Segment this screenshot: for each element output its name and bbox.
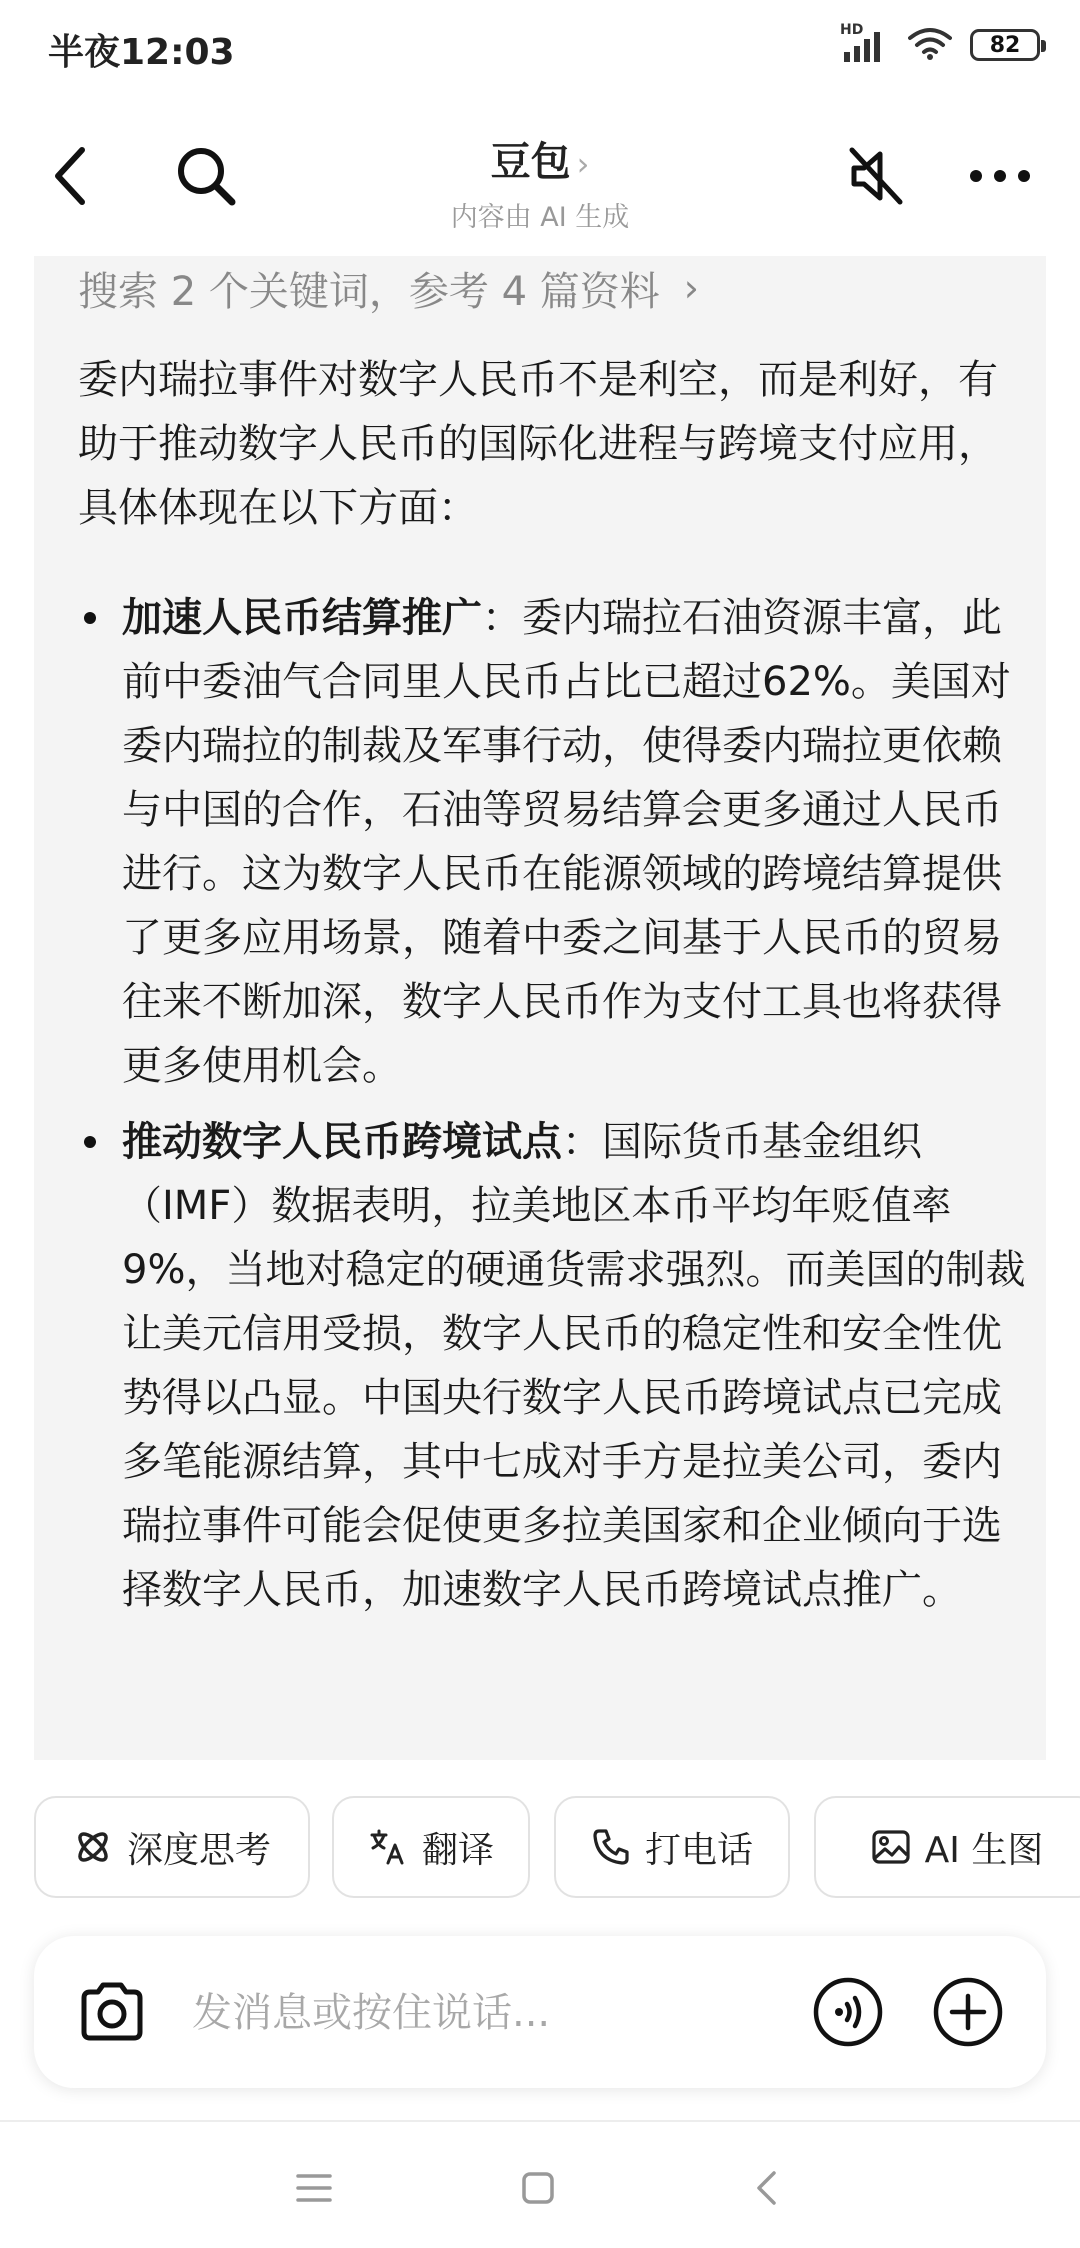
more-options-button[interactable] xyxy=(960,136,1040,216)
system-back-button[interactable] xyxy=(736,2158,796,2218)
list-item xyxy=(78,1110,1028,1622)
chevron-right-icon: › xyxy=(683,266,699,310)
ai-message-card xyxy=(34,256,1046,1760)
mute-button[interactable] xyxy=(836,136,916,216)
voice-call-button[interactable] xyxy=(812,1976,884,2048)
quick-actions xyxy=(34,1796,1080,1900)
chat-header xyxy=(0,96,1080,256)
status-bar xyxy=(0,0,1080,96)
network-label: HD xyxy=(840,22,864,38)
home-square-icon xyxy=(521,2171,555,2205)
chevron-left-icon xyxy=(50,144,90,208)
ai-image-label: AI 生图 xyxy=(924,1829,1044,1871)
atom-icon xyxy=(73,1827,113,1867)
battery-indicator: 82 xyxy=(970,29,1040,61)
chat-title[interactable] xyxy=(340,130,740,234)
message-input-bar xyxy=(34,1936,1046,2088)
bullet-text: ：委内瑞拉石油资源丰富，此前中委油气合同里人民币占比已超过62%。美国对委内瑞拉的制裁及军事行动，使得委内瑞拉更依赖与中国的合作，石油等贸易结算会更多通过人民币进行。这为数字人民币在能源领域的跨境结算提供了更多应用场景，随着中委之间基于人民币的贸易往来不断加深，数字人民币作为支付工具也将获得更多使用机会。 xyxy=(122,595,1011,1089)
bullet-text: ：国际货币基金组织（IMF）数据表明，拉美地区本币平均年贬值率9%，当地对稳定的硬通货需求强烈。而美国的制裁让美元信用受损，数字人民币的稳定性和安全性优势得以凸显。中国央行数字人民币跨境试点已完成多笔能源结算，其中七成对手方是拉美公司，委内瑞拉事件可能会促使更多拉美国家和企业倾向于选择数字人民币，加速数字人民币跨境试点推广。 xyxy=(122,1119,1026,1613)
ai-disclaimer: 内容由 AI 生成 xyxy=(450,202,630,233)
message-bullet-list xyxy=(78,586,1028,1634)
message-intro: 委内瑞拉事件对数字人民币不是利空，而是利好，有助于推动数字人民币的国际化进程与跨境支付应用，具体体现在以下方面： xyxy=(78,357,998,531)
recent-apps-button[interactable] xyxy=(284,2158,344,2218)
back-button[interactable] xyxy=(40,136,100,216)
signal-icon xyxy=(840,22,890,62)
camera-button[interactable] xyxy=(74,1974,150,2050)
image-icon xyxy=(871,1827,911,1867)
search-button[interactable] xyxy=(166,136,246,216)
list-item xyxy=(78,586,1028,1098)
deep-think-label: 深度思考 xyxy=(126,1829,271,1871)
chevron-right-icon: › xyxy=(576,145,590,183)
phone-icon xyxy=(591,1827,631,1867)
translate-label: 翻译 xyxy=(421,1829,494,1871)
phone-call-label: 打电话 xyxy=(644,1829,753,1871)
status-time: 半夜12:03 xyxy=(48,32,235,73)
bullet-heading: 推动数字人民币跨境试点 xyxy=(122,1119,562,1165)
deep-think-button[interactable] xyxy=(34,1796,310,1898)
phone-call-button[interactable] xyxy=(554,1796,790,1898)
search-reference-text: 搜索 2 个关键词，参考 4 篇资料 xyxy=(78,268,660,315)
camera-icon xyxy=(74,1974,150,2050)
wifi-icon xyxy=(908,26,952,64)
search-reference-link[interactable] xyxy=(78,256,699,320)
ai-image-button[interactable] xyxy=(814,1796,1080,1898)
more-dots-icon xyxy=(968,168,1032,184)
status-icons xyxy=(840,22,1040,64)
chevron-left-icon xyxy=(754,2170,778,2206)
speaker-muted-icon xyxy=(846,144,906,208)
add-attachment-button[interactable] xyxy=(932,1976,1004,2048)
home-button[interactable] xyxy=(508,2158,568,2218)
message-input[interactable] xyxy=(190,1982,814,2044)
translate-icon xyxy=(368,1827,408,1867)
plus-circle-icon xyxy=(932,1976,1004,2048)
system-nav-bar xyxy=(0,2122,1080,2248)
bot-name: 豆包 xyxy=(490,139,571,185)
search-icon xyxy=(174,144,238,208)
bullet-heading: 加速人民币结算推广 xyxy=(122,595,482,641)
menu-icon xyxy=(296,2173,332,2203)
translate-button[interactable] xyxy=(332,1796,530,1898)
voice-wave-icon xyxy=(812,1976,884,2048)
